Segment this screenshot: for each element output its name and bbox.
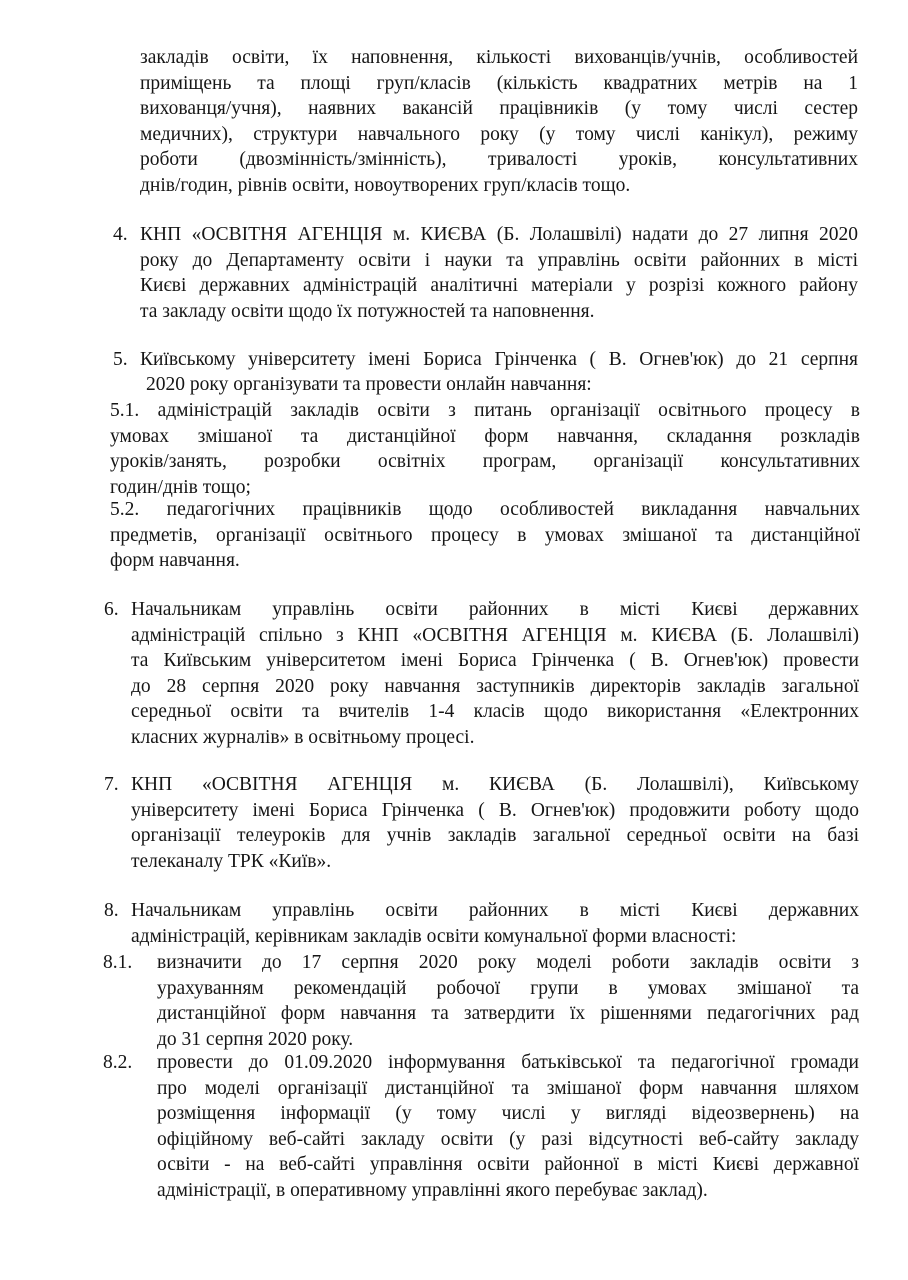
text-line: 5.2. педагогічних працівників щодо особливостей викладання навчальних	[110, 499, 860, 520]
text-line: до 28 серпня 2020 року навчання заступників директорів закладів загальної	[131, 675, 859, 697]
text-line: 5.1. адміністрацій закладів освіти з питань організації освітнього процесу в	[110, 400, 860, 421]
text-line: умовах змішаної та дистанційної форм навчання, складання розкладів	[110, 425, 860, 447]
item-number: 7.	[104, 774, 119, 795]
text-line: середньої освіти та вчителів 1-4 класів щодо використання «Електронних	[131, 701, 859, 722]
text-line: та закладу освіти щодо їх потужностей та наповнення.	[140, 300, 595, 322]
text-line: годин/днів тощо;	[110, 476, 251, 498]
text-line: роботи (двозмінність/змінність), тривалості уроків, консультативних	[140, 149, 858, 170]
text-line: приміщень та площі груп/класів (кількість квадратних метрів на 1	[140, 72, 858, 94]
text-line: освіти - на веб-сайті управління освіти районної в місті Києві державної	[157, 1154, 859, 1175]
text-line: урахуванням рекомендацій робочої групи в умовах змішаної та	[157, 977, 859, 999]
item-5-1-paragraph	[110, 398, 860, 500]
text-line: університету імені Бориса Грінченка ( В. Огнев'юк) продовжити роботу щодо	[131, 799, 859, 821]
sub-item-number: 8.2.	[103, 1052, 133, 1073]
text-line: медичних), структури навчального року (у тому числі канікул), режиму	[140, 123, 858, 145]
text-line: Києві державних адміністрацій аналітичні матеріали у розрізі кожного району	[140, 275, 858, 296]
text-line: предметів, організації освітнього процесу в умовах змішаної та дистанційної	[110, 524, 860, 546]
text-line: Начальникам управлінь освіти районних в місті Києві державних	[131, 900, 859, 921]
item-4-paragraph	[140, 222, 858, 324]
text-line: Київському університету імені Бориса Грінченка ( В. Огнев'юк) до 21 серпня	[140, 349, 858, 370]
text-line: вихованця/учня), наявних вакансій працівників (у тому числі сестер	[140, 98, 858, 119]
text-line: та Київським університетом імені Бориса Грінченка ( В. Огнев'юк) провести	[131, 650, 859, 671]
text-line: організації телеуроків для учнів закладів загальної середньої освіти на базі	[131, 825, 859, 846]
item-5-2-paragraph	[110, 497, 860, 574]
text-line: 2020 року організувати та провести онлайн навчання:	[146, 374, 592, 395]
text-line: уроків/занять, розробки освітніх програм, організації консультативних	[110, 451, 860, 472]
text-line: КНП «ОСВІТНЯ АГЕНЦІЯ м. КИЄВА (Б. Лолашвілі) надати до 27 липня 2020	[140, 224, 858, 245]
text-line: розміщення інформації (у тому числі у вигляді відеозвернень) на	[157, 1103, 859, 1124]
item-5-paragraph	[140, 347, 858, 373]
text-line: адміністрацій, керівникам закладів освіти комунальної форми власності:	[131, 925, 737, 947]
item-number: 8.	[104, 900, 119, 921]
item-8-2-paragraph	[157, 1050, 859, 1203]
text-line: року до Департаменту освіти і науки та управлінь освіти районних в місті	[140, 249, 858, 271]
text-line: днів/годин, рівнів освіти, новоутворених груп/класів тощо.	[140, 174, 631, 196]
text-line: Начальникам управлінь освіти районних в місті Києві державних	[131, 599, 859, 620]
text-line: офіційному веб-сайті закладу освіти (у разі відсутності веб-сайту закладу	[157, 1128, 859, 1150]
text-line: адміністрацій спільно з КНП «ОСВІТНЯ АГЕНЦІЯ м. КИЄВА (Б. Лолашвілі)	[131, 624, 859, 646]
text-line: форм навчання.	[110, 550, 240, 571]
item-6-paragraph	[131, 597, 859, 750]
item-number: 5.	[113, 349, 128, 370]
text-line: провести до 01.09.2020 інформування батьківської та педагогічної громади	[157, 1052, 859, 1073]
item-number: 6.	[104, 599, 119, 620]
text-line: визначити до 17 серпня 2020 року моделі роботи закладів освіти з	[157, 952, 859, 973]
text-line: класних журналів» в освітньому процесі.	[131, 726, 475, 748]
item-7-paragraph	[131, 772, 859, 874]
text-line: дистанційної форм навчання та затвердити їх рішеннями педагогічних рад	[157, 1003, 859, 1024]
item-8-paragraph	[131, 898, 859, 949]
text-line: телеканалу ТРК «Київ».	[131, 850, 332, 872]
text-line: про моделі організації дистанційної та змішаної форм навчання шляхом	[157, 1077, 859, 1099]
sub-item-number: 8.1.	[103, 952, 133, 973]
item-5-paragraph-cont	[146, 372, 858, 398]
text-line: КНП «ОСВІТНЯ АГЕНЦІЯ м. КИЄВА (Б. Лолашвілі), Київському	[131, 774, 859, 795]
item-8-1-paragraph	[157, 950, 859, 1052]
text-line: до 31 серпня 2020 року.	[157, 1028, 354, 1050]
text-line: адміністрації, в оперативному управлінні якого перебуває заклад).	[157, 1179, 708, 1201]
intro-continuation-paragraph	[140, 45, 858, 198]
item-number: 4.	[113, 224, 128, 245]
text-line: закладів освіти, їх наповнення, кількості вихованців/учнів, особливостей	[140, 47, 858, 68]
